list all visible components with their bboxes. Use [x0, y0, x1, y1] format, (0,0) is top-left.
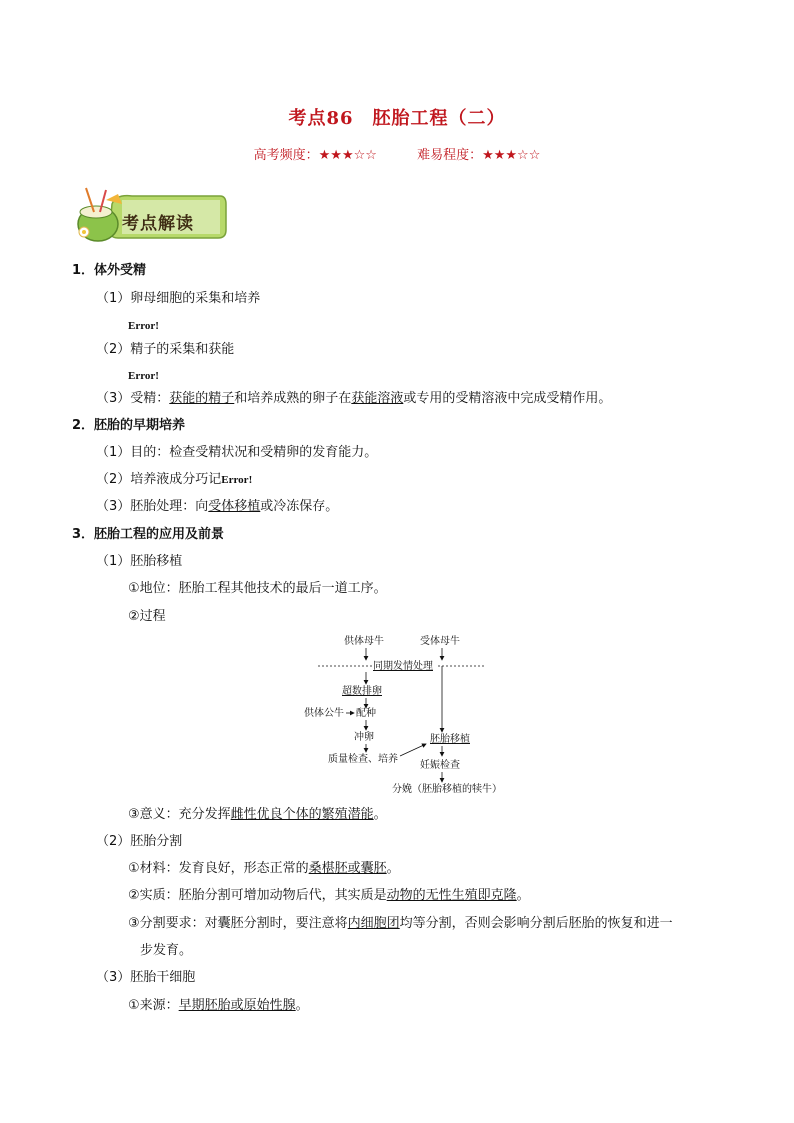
s3-item-3: （3）胚胎干细胞: [96, 970, 196, 985]
key-term: 桑椹胚或囊胚: [308, 861, 387, 876]
frequency-stars: ★★★☆☆: [318, 148, 377, 163]
section-2-heading: 2．胚胎的早期培养: [72, 418, 186, 433]
s2-item-2: （2）培养液成分巧记Error!: [96, 472, 253, 487]
page-title: 考点86 胚胎工程（二）: [288, 108, 506, 129]
flow-sync: 同期发情处理: [373, 661, 433, 672]
section-badge-label: 考点解读: [122, 214, 194, 234]
s1-item-3: （3）受精：获能的精子和培养成熟的卵子在获能溶液或专用的受精溶液中完成受精作用。: [96, 391, 612, 406]
s3-item-1: （1）胚胎移植: [96, 554, 183, 569]
frequency-label: 高考频度：: [253, 148, 319, 163]
key-term: 受体移植: [208, 499, 261, 514]
s1-item-1: （1）卵母细胞的采集和培养: [96, 291, 261, 306]
s3-item-2: （2）胚胎分割: [96, 834, 183, 849]
flow-donor-cow: 供体母牛: [344, 636, 384, 647]
s1-item-2: （2）精子的采集和获能: [96, 342, 235, 357]
s2-item-1: （1）目的：检查受精状况和受精卵的发育能力。: [96, 445, 378, 460]
flow-recipient-cow: 受体母牛: [420, 636, 460, 647]
embryo-transfer-diagram: [296, 630, 506, 800]
flow-inspect: 质量检查、培养: [328, 754, 398, 765]
frequency-rating: [254, 144, 377, 163]
key-term: 内细胞团: [347, 916, 400, 931]
difficulty-meta: [0, 144, 794, 163]
section-3-heading: 3．胚胎工程的应用及前景: [72, 527, 225, 542]
flow-flush: 冲卵: [354, 732, 374, 743]
s3-item-2-2: ②实质：胚胎分割可增加动物后代，其实质是动物的无性生殖即克隆。: [128, 888, 530, 903]
s3-item-1-2: ②过程: [128, 609, 166, 624]
s3-item-1-1: ①地位：胚胎工程其他技术的最后一道工序。: [128, 581, 387, 596]
difficulty-stars: ★★★☆☆: [482, 148, 541, 163]
s2-item-3: （3）胚胎处理：向受体移植或冷冻保存。: [96, 499, 339, 514]
s3-item-1-3: ③意义：充分发挥雌性优良个体的繁殖潜能。: [128, 807, 387, 822]
s3-item-2-1: ①材料：发育良好，形态正常的桑椹胚或囊胚。: [128, 861, 400, 876]
key-term: 动物的无性生殖即克隆: [386, 888, 517, 903]
flow-birth: 分娩（胚胎移植的犊牛）: [392, 784, 502, 795]
flow-pregnancy: 妊娠检查: [420, 760, 460, 771]
difficulty-rating: [417, 144, 540, 163]
key-term: 获能溶液: [351, 391, 404, 406]
s3-item-3-1: ①来源：早期胚胎或原始性腺。: [128, 998, 309, 1013]
flow-mating: 配种: [356, 708, 376, 719]
flow-donor-bull: 供体公牛: [304, 708, 344, 719]
s1-error-1: Error!: [128, 320, 159, 332]
flow-transfer: 胚胎移植: [430, 734, 470, 745]
key-term: 早期胚胎或原始性腺: [178, 998, 296, 1013]
key-term: 雌性优良个体的繁殖潜能: [230, 807, 374, 822]
s1-error-2: Error!: [128, 370, 159, 382]
s3-item-2-3-cont: 步发育。: [140, 943, 193, 958]
coconut-drink-icon: [78, 188, 122, 241]
flow-superovulation: 超数排卵: [342, 686, 382, 697]
s3-item-2-3: ③分割要求：对囊胚分割时，要注意将内细胞团均等分割，否则会影响分割后胚胎的恢复和进一: [128, 916, 673, 931]
s2-error: Error!: [221, 474, 253, 486]
key-term: 获能的精子: [169, 391, 235, 406]
section-1-heading: 1．体外受精: [72, 263, 147, 278]
difficulty-label: 难易程度：: [417, 148, 483, 163]
